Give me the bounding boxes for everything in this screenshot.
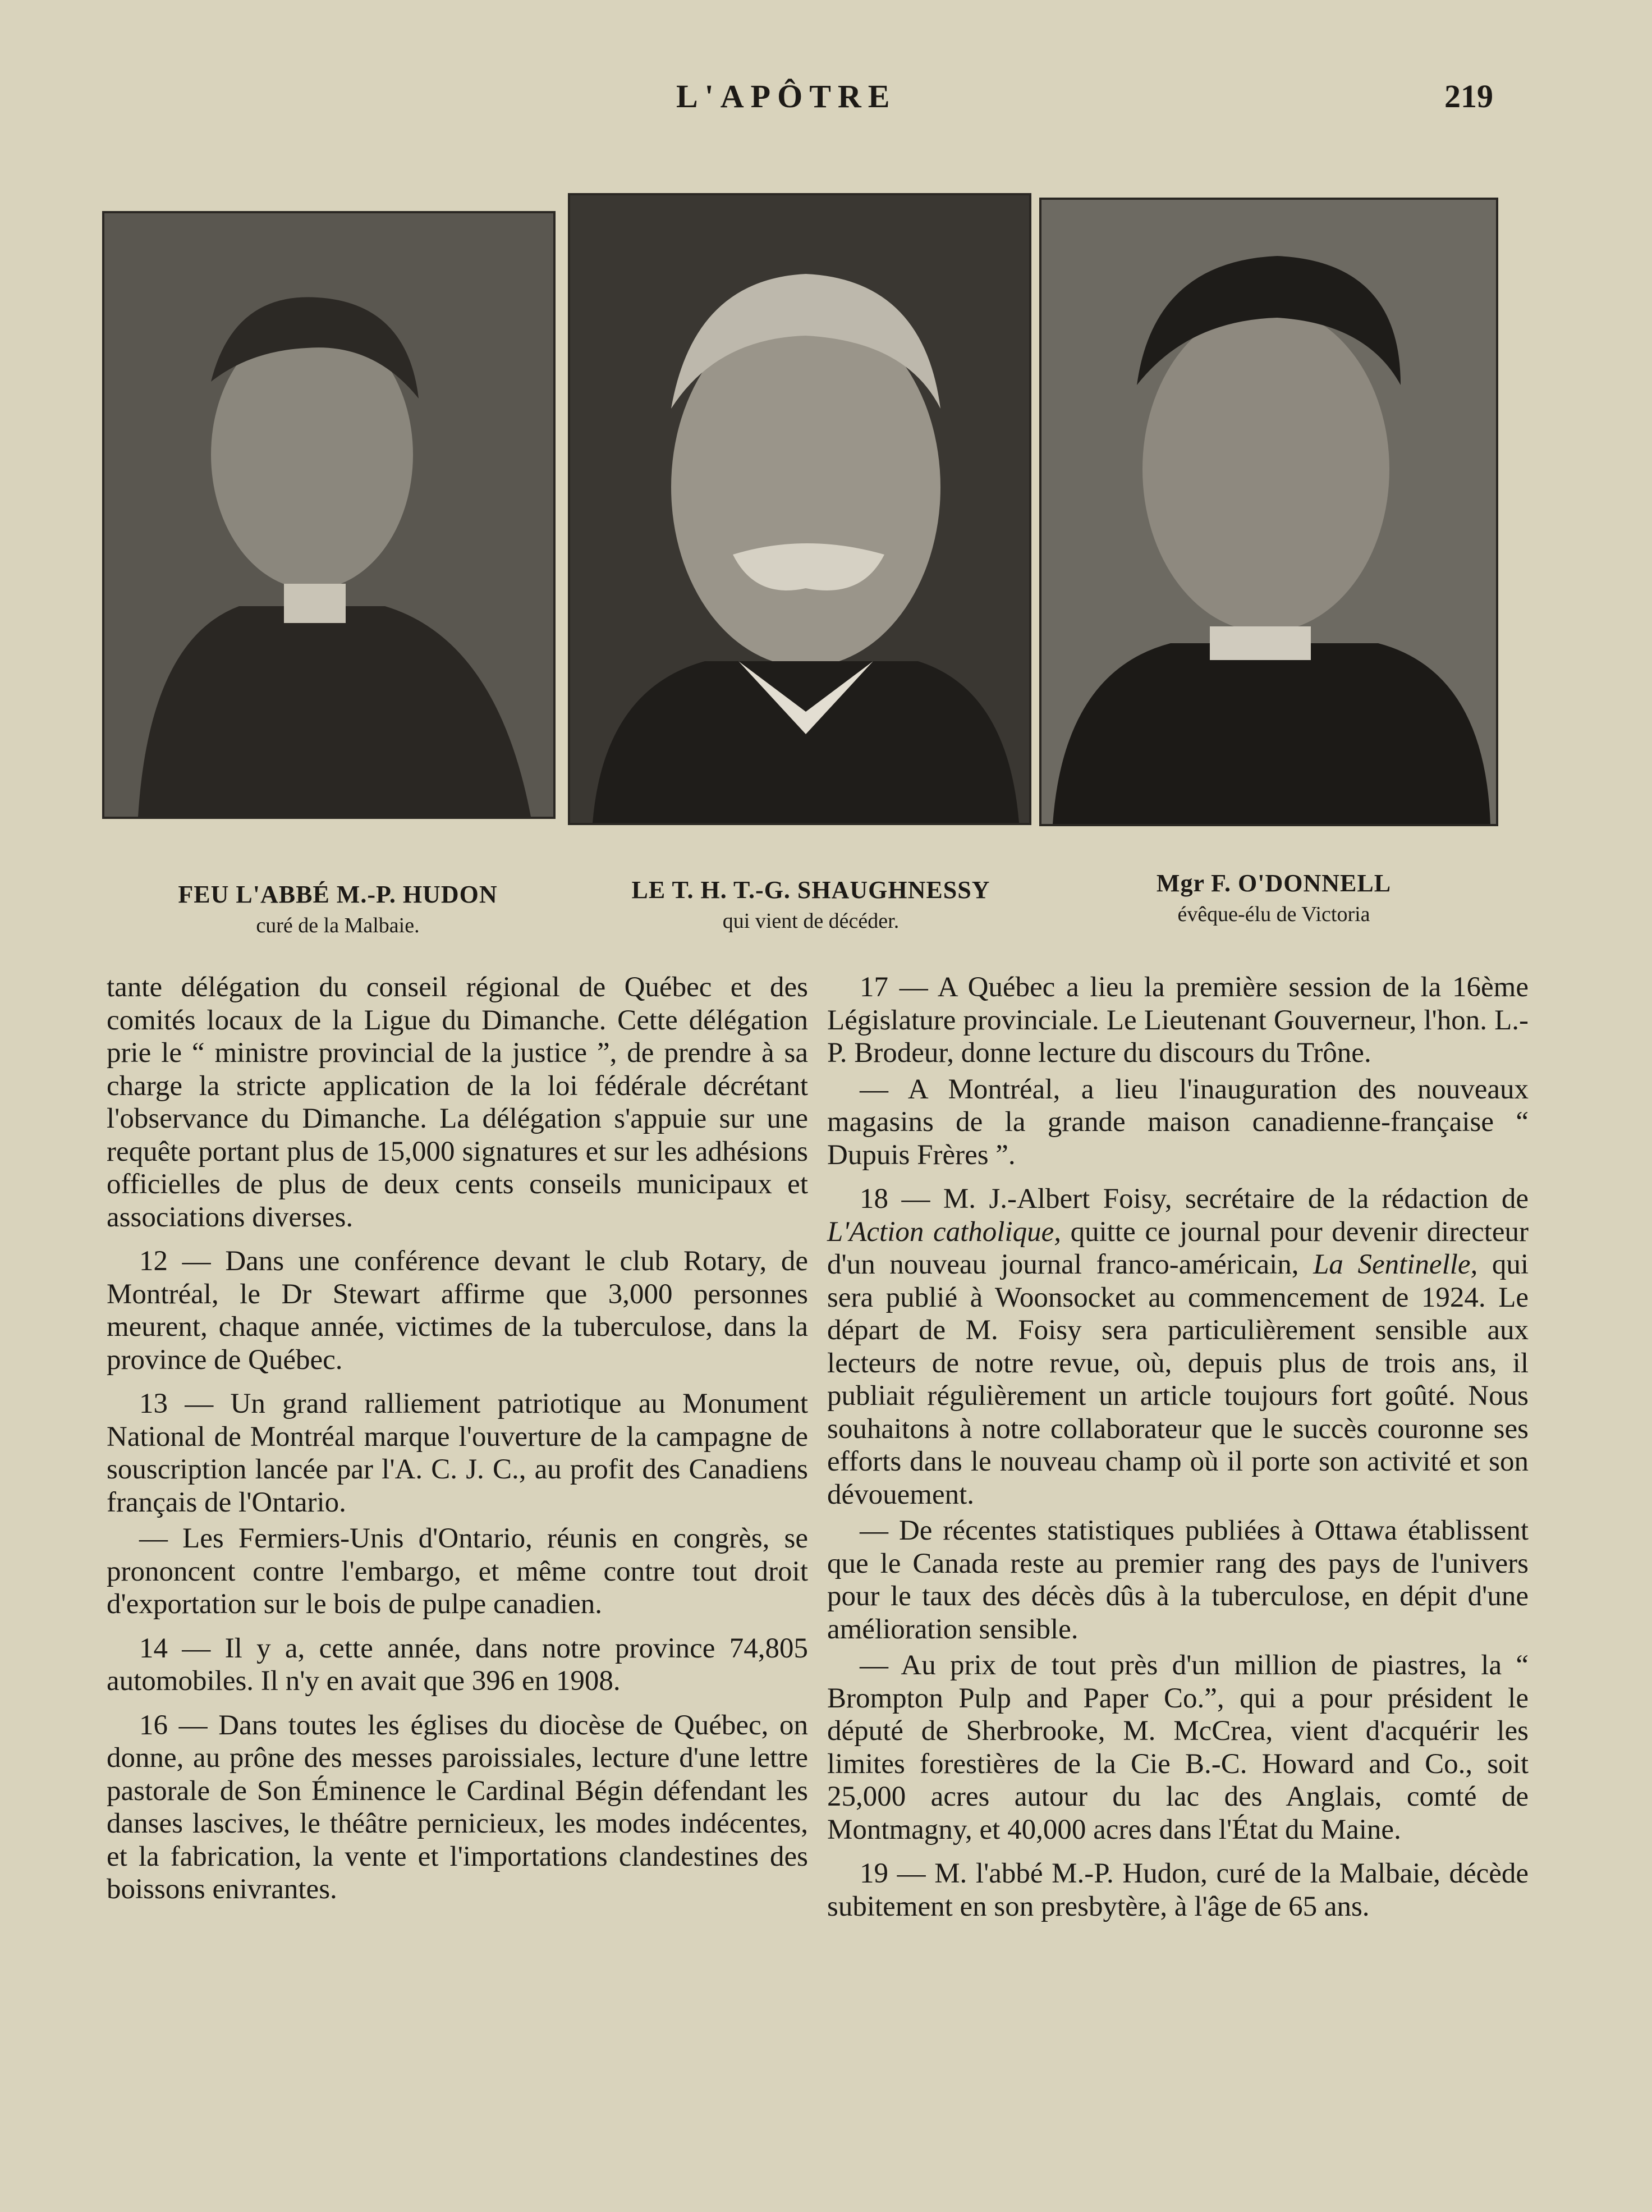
page-number: 219 — [1444, 78, 1493, 115]
portrait-caption-hudon — [147, 880, 529, 938]
paragraph-foisy — [827, 1183, 1529, 1511]
portrait-photo-hudon — [102, 211, 556, 819]
paragraph: 17 — A Québec a lieu la première session de la 16ème Législature provinciale. Le Lieutenant Gouverneur, l'hon. L.-P. Brodeur, donne lecture du discours du Trône. — [827, 972, 1529, 1069]
left-text-column — [107, 971, 808, 1917]
caption-role: qui vient de décéder. — [722, 909, 900, 933]
paragraph: — Les Fermiers-Unis d'Ontario, réunis en congrès, se prononcent contre l'embargo, et même contre tout droit d'exportation sur le bois de pulpe canadien. — [107, 1523, 808, 1620]
paragraph: 19 — M. l'abbé M.-P. Hudon, curé de la Malbaie, décède subitement en son presbytère, à l'âge de 65 ans. — [827, 1858, 1529, 1922]
paragraph: — A Montréal, a lieu l'inauguration des nouveaux magasins de la grande maison canadienne-française “ Dupuis Frères ”. — [827, 1073, 1529, 1171]
paragraph: 13 — Un grand ralliement patriotique au Monument National de Montréal marque l'ouverture de la campagne de souscription lancée par l'A. C. J. C., au profit des Canadiens français de l'Ontario. — [107, 1388, 808, 1518]
text-run: qui sera publié à Woonsocket au commencement de 1924. Le départ de M. Foisy sera particulièrement sensible aux lecteurs de notre revue, où, depuis plus de trois ans, il publiait régulièrement un article toujours fort goûté. Nous souhaitons à notre collaborateur que le succès couronne ses efforts dans le nouveau champ où il porte son activité et son dévouement. — [827, 1249, 1529, 1510]
right-text-column — [827, 971, 1529, 1934]
portrait-caption-shaughnessy — [589, 876, 1032, 933]
caption-name: LE T. H. T.-G. SHAUGHNESSY — [631, 876, 990, 904]
paragraph: 16 — Dans toutes les églises du diocèse de Québec, on donne, au prône des messes paroissiales, lecture d'une lettre pastorale de Son Éminence le Cardinal Bégin défendant les danses lascives, le théâtre pernicieux, les modes indécentes, et la fabrication, la vente et l'importations clandestines des boissons enivrantes. — [107, 1709, 808, 1905]
paragraph: 14 — Il y a, cette année, dans notre province 74,805 automobiles. Il n'y en avait que 396 en 1908. — [107, 1632, 808, 1697]
caption-role: évêque-élu de Victoria — [1177, 903, 1370, 926]
caption-role: curé de la Malbaie. — [256, 914, 420, 937]
caption-name: Mgr F. O'DONNELL — [1156, 869, 1392, 897]
caption-name: FEU L'ABBÉ M.-P. HUDON — [178, 881, 498, 908]
portrait-photo-odonnell — [1039, 198, 1498, 826]
paragraph: — De récentes statistiques publiées à Ottawa établissent que le Canada reste au premier rang des pays de l'univers pour le taux des décès dûs à la tuberculose, en dépit d'une amélioration sensible. — [827, 1515, 1529, 1645]
running-header: L'APÔTRE — [676, 78, 897, 115]
portrait-photo-shaughnessy — [568, 193, 1031, 825]
paragraph: — Au prix de tout près d'un million de piastres, la “ Brompton Pulp and Paper Co.”, qui a pour président le député de Sherbrooke, M. McCrea, vient d'acquérir les limites forestières de la Cie B.-C. Howard and Co., soit 25,000 acres autour du lac des Anglais, comté de Montmagny, et 40,000 acres dans l'État du Maine. — [827, 1650, 1529, 1845]
text-run: quitte ce journal pour devenir directeur d'un nouveau journal franco-américain, — [827, 1216, 1529, 1280]
portrait-caption-odonnell — [1066, 869, 1481, 927]
publication-title: La Sentinelle, — [1313, 1249, 1478, 1280]
publication-title: L'Action catholique, — [827, 1216, 1062, 1248]
paragraph: 12 — Dans une conférence devant le club Rotary, de Montréal, le Dr Stewart affirme que 3,000 personnes meurent, chaque année, victimes de la tuberculose, dans la province de Québec. — [107, 1245, 808, 1376]
text-run: 18 — M. J.-Albert Foisy, secrétaire de la rédaction de — [860, 1183, 1529, 1215]
paragraph: tante délégation du conseil régional de Québec et des comités locaux de la Ligue du Dimanche. Cette délégation prie le “ ministre provincial de la justice ”, de prendre à sa charge la stricte application de la loi fédérale décrétant l'observance du Dimanche. La délégation s'appuie sur une requête portant plus de 15,000 signatures et sur les adhésions officielles de plus de deux cents conseils municipaux et associations diverses. — [107, 972, 808, 1233]
